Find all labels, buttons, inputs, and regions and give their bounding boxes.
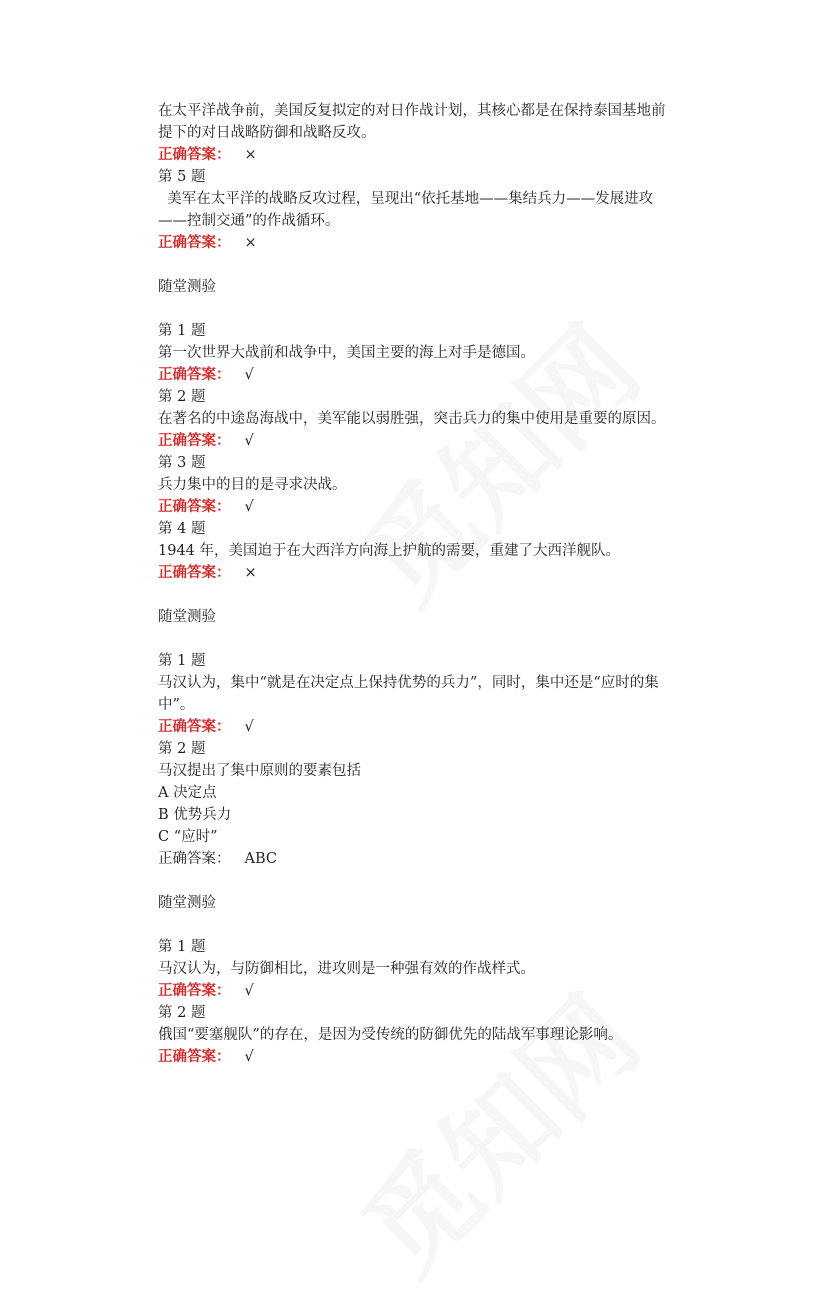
question-text: 兵力集中的目的是寻求决战。 xyxy=(158,477,347,493)
answer-label: 正确答案： xyxy=(158,498,231,515)
correct-answer xyxy=(158,232,678,254)
answer-label: 正确答案： xyxy=(158,366,231,383)
section-heading: 随堂测验 xyxy=(158,279,216,295)
answer-label: 正确答案： xyxy=(158,718,231,735)
question-number: 第一次世界大战前和战争中，美国主要的海上对手是德国。 xyxy=(158,345,535,361)
answer-value: √ xyxy=(244,367,254,383)
answer-value: × xyxy=(244,147,257,163)
question-number: 第 2 题 xyxy=(158,1005,206,1021)
answer-value: √ xyxy=(244,983,254,999)
question-number: 第 1 题 xyxy=(158,939,206,955)
document-body xyxy=(158,100,678,1068)
answer-label: 正确答案： xyxy=(158,851,231,867)
answer-label: 正确答案： xyxy=(158,564,231,581)
blank-line xyxy=(158,584,678,606)
answer-label: 正确答案： xyxy=(158,432,231,449)
answer-value: √ xyxy=(244,719,254,735)
answer-value: √ xyxy=(244,1049,254,1065)
answer-value: √ xyxy=(244,433,254,449)
blank-line xyxy=(158,628,678,650)
question-text: 马汉认为，与防御相比，进攻则是一种强有效的作战样式。 xyxy=(158,961,535,977)
question-text: A 决定点 xyxy=(158,785,217,801)
answer-label: 正确答案： xyxy=(158,1048,231,1065)
question-text: B 优势兵力 xyxy=(158,807,232,823)
question-text: 马汉提出了集中原则的要素包括 xyxy=(158,763,361,779)
question-text: C “应时” xyxy=(158,829,218,845)
question-text: 在太平洋战争前，美国反复拟定的对日作战计划，其核心都是在保持泰国基地前提下的对日战略防御和战略反攻。 xyxy=(158,103,666,141)
correct-answer xyxy=(158,144,678,166)
question-number: 第 1 题 xyxy=(158,653,206,669)
correct-answer xyxy=(158,496,678,518)
answer-label: 正确答案： xyxy=(158,234,231,251)
question-text: 美军在太平洋的战略反攻过程，呈现出“依托基地——集结兵力——发展进攻——控制交通”的作战循环。 xyxy=(158,191,654,229)
answer-label: 正确答案： xyxy=(158,982,231,999)
correct-answer xyxy=(158,848,678,870)
blank-line xyxy=(158,298,678,320)
question-text: 马汉认为，集中“就是在决定点上保持优势的兵力”，同时，集中还是“应时的集中”。 xyxy=(158,675,659,713)
correct-answer xyxy=(158,980,678,1002)
question-number: 第 2 题 xyxy=(158,741,206,757)
blank-line xyxy=(158,870,678,892)
question-text: 在著名的中途岛海战中，美军能以弱胜强，突击兵力的集中使用是重要的原因。 xyxy=(158,411,666,427)
correct-answer xyxy=(158,562,678,584)
correct-answer xyxy=(158,716,678,738)
blank-line xyxy=(158,254,678,276)
question-text: 俄国“要塞舰队”的存在，是因为受传统的防御优先的陆战军事理论影响。 xyxy=(158,1027,623,1043)
answer-value: × xyxy=(244,565,257,581)
answer-label: 正确答案： xyxy=(158,146,231,163)
correct-answer xyxy=(158,364,678,386)
correct-answer xyxy=(158,430,678,452)
answer-value: √ xyxy=(244,499,254,515)
blank-line xyxy=(158,914,678,936)
answer-value: ABC xyxy=(244,851,277,867)
question-number: 第 4 题 xyxy=(158,521,206,537)
question-number: 第 5 题 xyxy=(158,169,206,185)
correct-answer xyxy=(158,1046,678,1068)
answer-value: × xyxy=(244,235,257,251)
question-number: 第 1 题 xyxy=(158,323,206,339)
section-heading: 随堂测验 xyxy=(158,895,216,911)
section-heading: 随堂测验 xyxy=(158,609,216,625)
question-number: 第 2 题 xyxy=(158,389,206,405)
question-text: 1944 年，美国迫于在大西洋方向海上护航的需要，重建了大西洋舰队。 xyxy=(158,543,621,559)
question-number: 第 3 题 xyxy=(158,455,206,471)
